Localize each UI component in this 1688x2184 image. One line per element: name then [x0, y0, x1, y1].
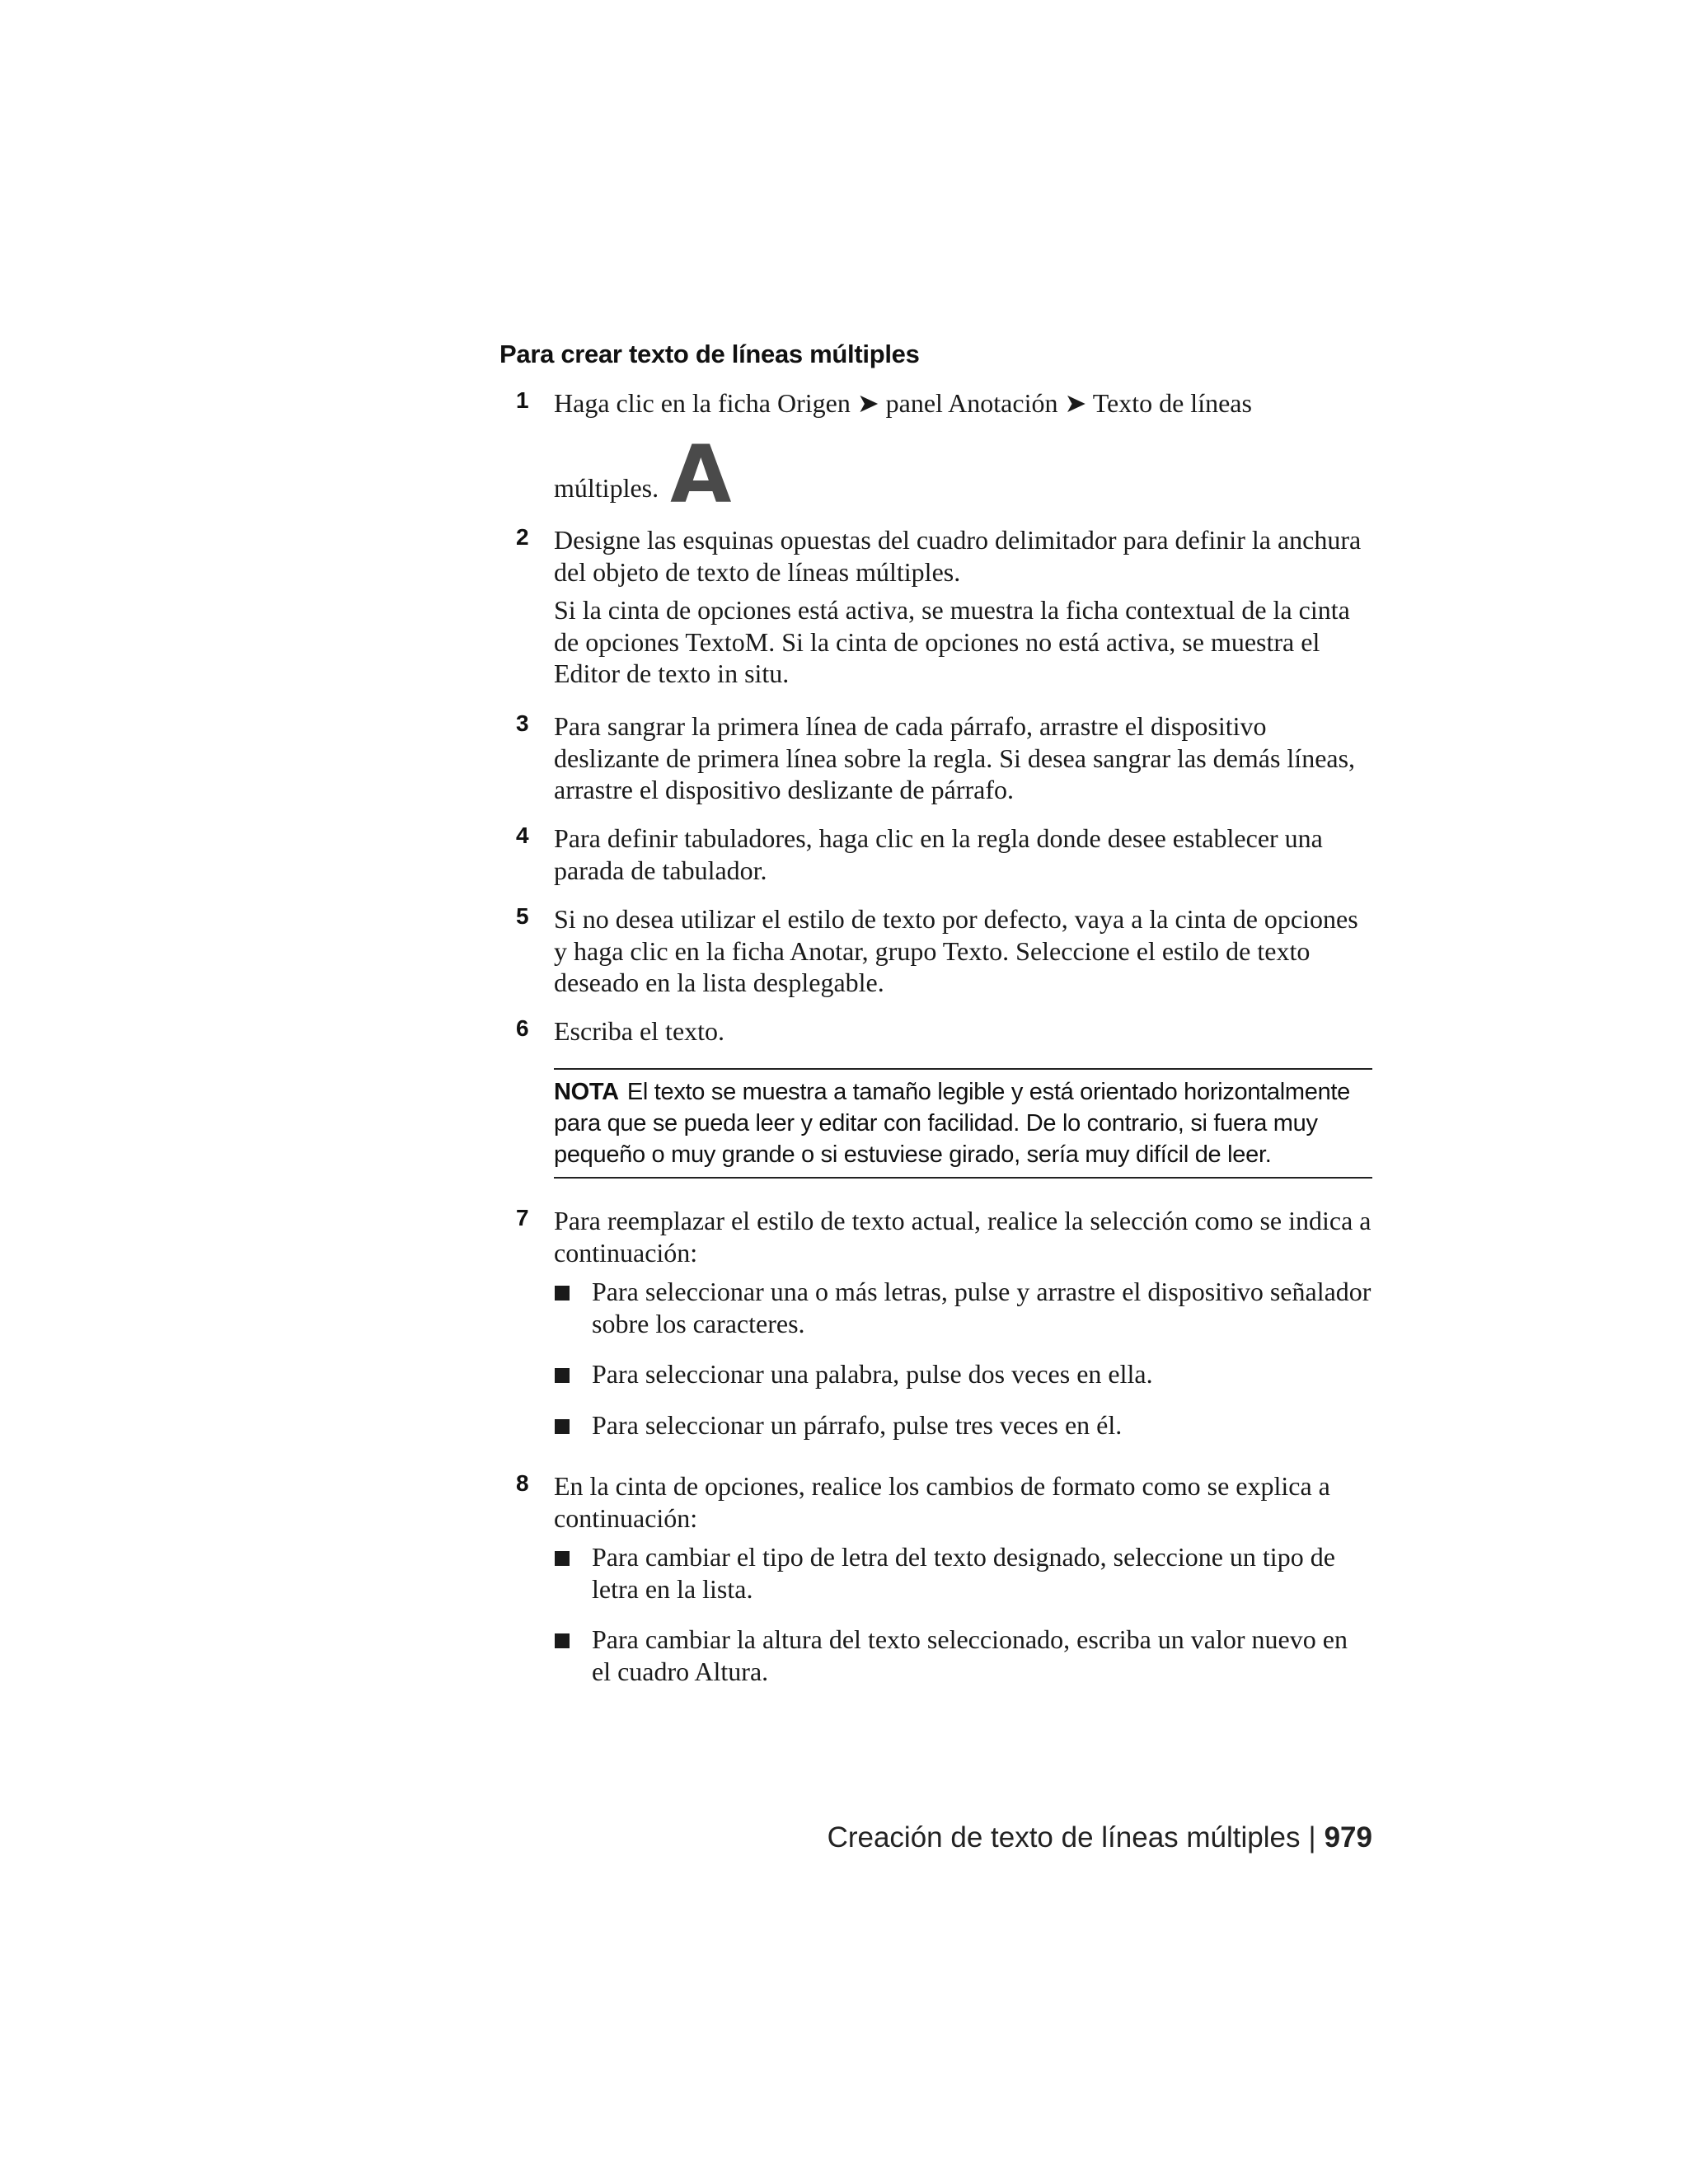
step-number: 5 — [516, 903, 529, 929]
square-bullet-icon — [555, 1368, 570, 1383]
step-number: 3 — [516, 710, 529, 736]
step-6-paragraph: Escriba el texto. — [554, 1016, 725, 1046]
step-body — [554, 1470, 1373, 1534]
step-number: 6 — [516, 1015, 529, 1041]
list-item-text: Para seleccionar una palabra, pulse dos veces en ella. — [592, 1359, 1153, 1389]
step-5-paragraph: Si no desea utilizar el estilo de texto por defecto, vaya a la cinta de opciones y haga clic en la ficha Anotar, grupo Texto. Seleccione el estilo de texto deseado en la lista desplegable. — [554, 904, 1358, 997]
square-bullet-icon — [555, 1633, 570, 1648]
page-number: 979 — [1324, 1821, 1372, 1854]
step-2-paragraph-2: Si la cinta de opciones está activa, se muestra la ficha contextual de la cinta de opciones TextoM. Si la cinta de opciones no está activa, se muestra el Editor de texto in situ. — [554, 595, 1350, 688]
step-body — [554, 1205, 1373, 1268]
square-bullet-icon — [555, 1551, 570, 1566]
step-number: 8 — [516, 1470, 529, 1496]
step-1-line-2 — [554, 428, 1373, 521]
section-heading: Para crear texto de líneas múltiples — [499, 340, 920, 368]
step-number: 4 — [516, 823, 529, 848]
step-7-paragraph: Para reemplazar el estilo de texto actual, realice la selección como se indica a continuación: — [554, 1206, 1372, 1268]
note-text: El texto se muestra a tamaño legible y está orientado horizontalmente para que se pueda leer y editar con facilidad. De lo contrario, si fuera muy pequeño o muy grande o si estuviese girado, sería muy difícil de leer. — [554, 1079, 1351, 1168]
step-4-paragraph: Para definir tabuladores, haga clic en la regla donde desee establecer una parada de tabulador. — [554, 823, 1323, 885]
step-number: 2 — [516, 524, 529, 550]
list-item-text: Para seleccionar un párrafo, pulse tres veces en él. — [592, 1410, 1123, 1440]
step-3-paragraph: Para sangrar la primera línea de cada párrafo, arrastre el dispositivo deslizante de primera línea sobre la regla. Si desea sangrar las demás líneas, arrastre el dispositivo deslizante de párrafo. — [554, 711, 1356, 804]
step-number: 7 — [516, 1205, 529, 1230]
step-body — [554, 524, 1373, 690]
square-bullet-icon — [555, 1419, 570, 1434]
note-label: NOTA — [554, 1079, 619, 1105]
step-1-line-1: Haga clic en la ficha Origen ➤ panel Anotación ➤ Texto de líneas — [554, 388, 1252, 418]
list-item-text: Para cambiar la altura del texto seleccionado, escriba un valor nuevo en el cuadro Altura. — [592, 1624, 1348, 1686]
step-body — [554, 903, 1373, 999]
list-item-text: Para cambiar el tipo de letra del texto designado, seleccione un tipo de letra en la lista. — [592, 1542, 1335, 1604]
note-box — [554, 1068, 1372, 1179]
page-footer — [828, 1821, 1372, 1854]
list-item-text: Para seleccionar una o más letras, pulse y arrastre el dispositivo señalador sobre los caracteres. — [592, 1277, 1372, 1338]
footer-title: Creación de texto de líneas múltiples — [827, 1821, 1301, 1854]
step-body — [554, 710, 1373, 806]
step-body — [554, 823, 1373, 886]
step-1-line-2-text: múltiples. — [554, 472, 659, 503]
step-2-paragraph-1: Designe las esquinas opuestas del cuadro delimitador para definir la anchura del objeto de texto de líneas múltiples. — [554, 525, 1362, 587]
footer-separator: | — [1308, 1821, 1316, 1854]
step-body — [554, 1015, 1373, 1047]
step-body — [554, 387, 1373, 521]
step-8-paragraph: En la cinta de opciones, realice los cambios de formato como se explica a continuación: — [554, 1471, 1330, 1533]
multiline-text-A-icon: A — [670, 428, 732, 521]
step-number: 1 — [516, 387, 529, 413]
square-bullet-icon — [555, 1286, 570, 1301]
